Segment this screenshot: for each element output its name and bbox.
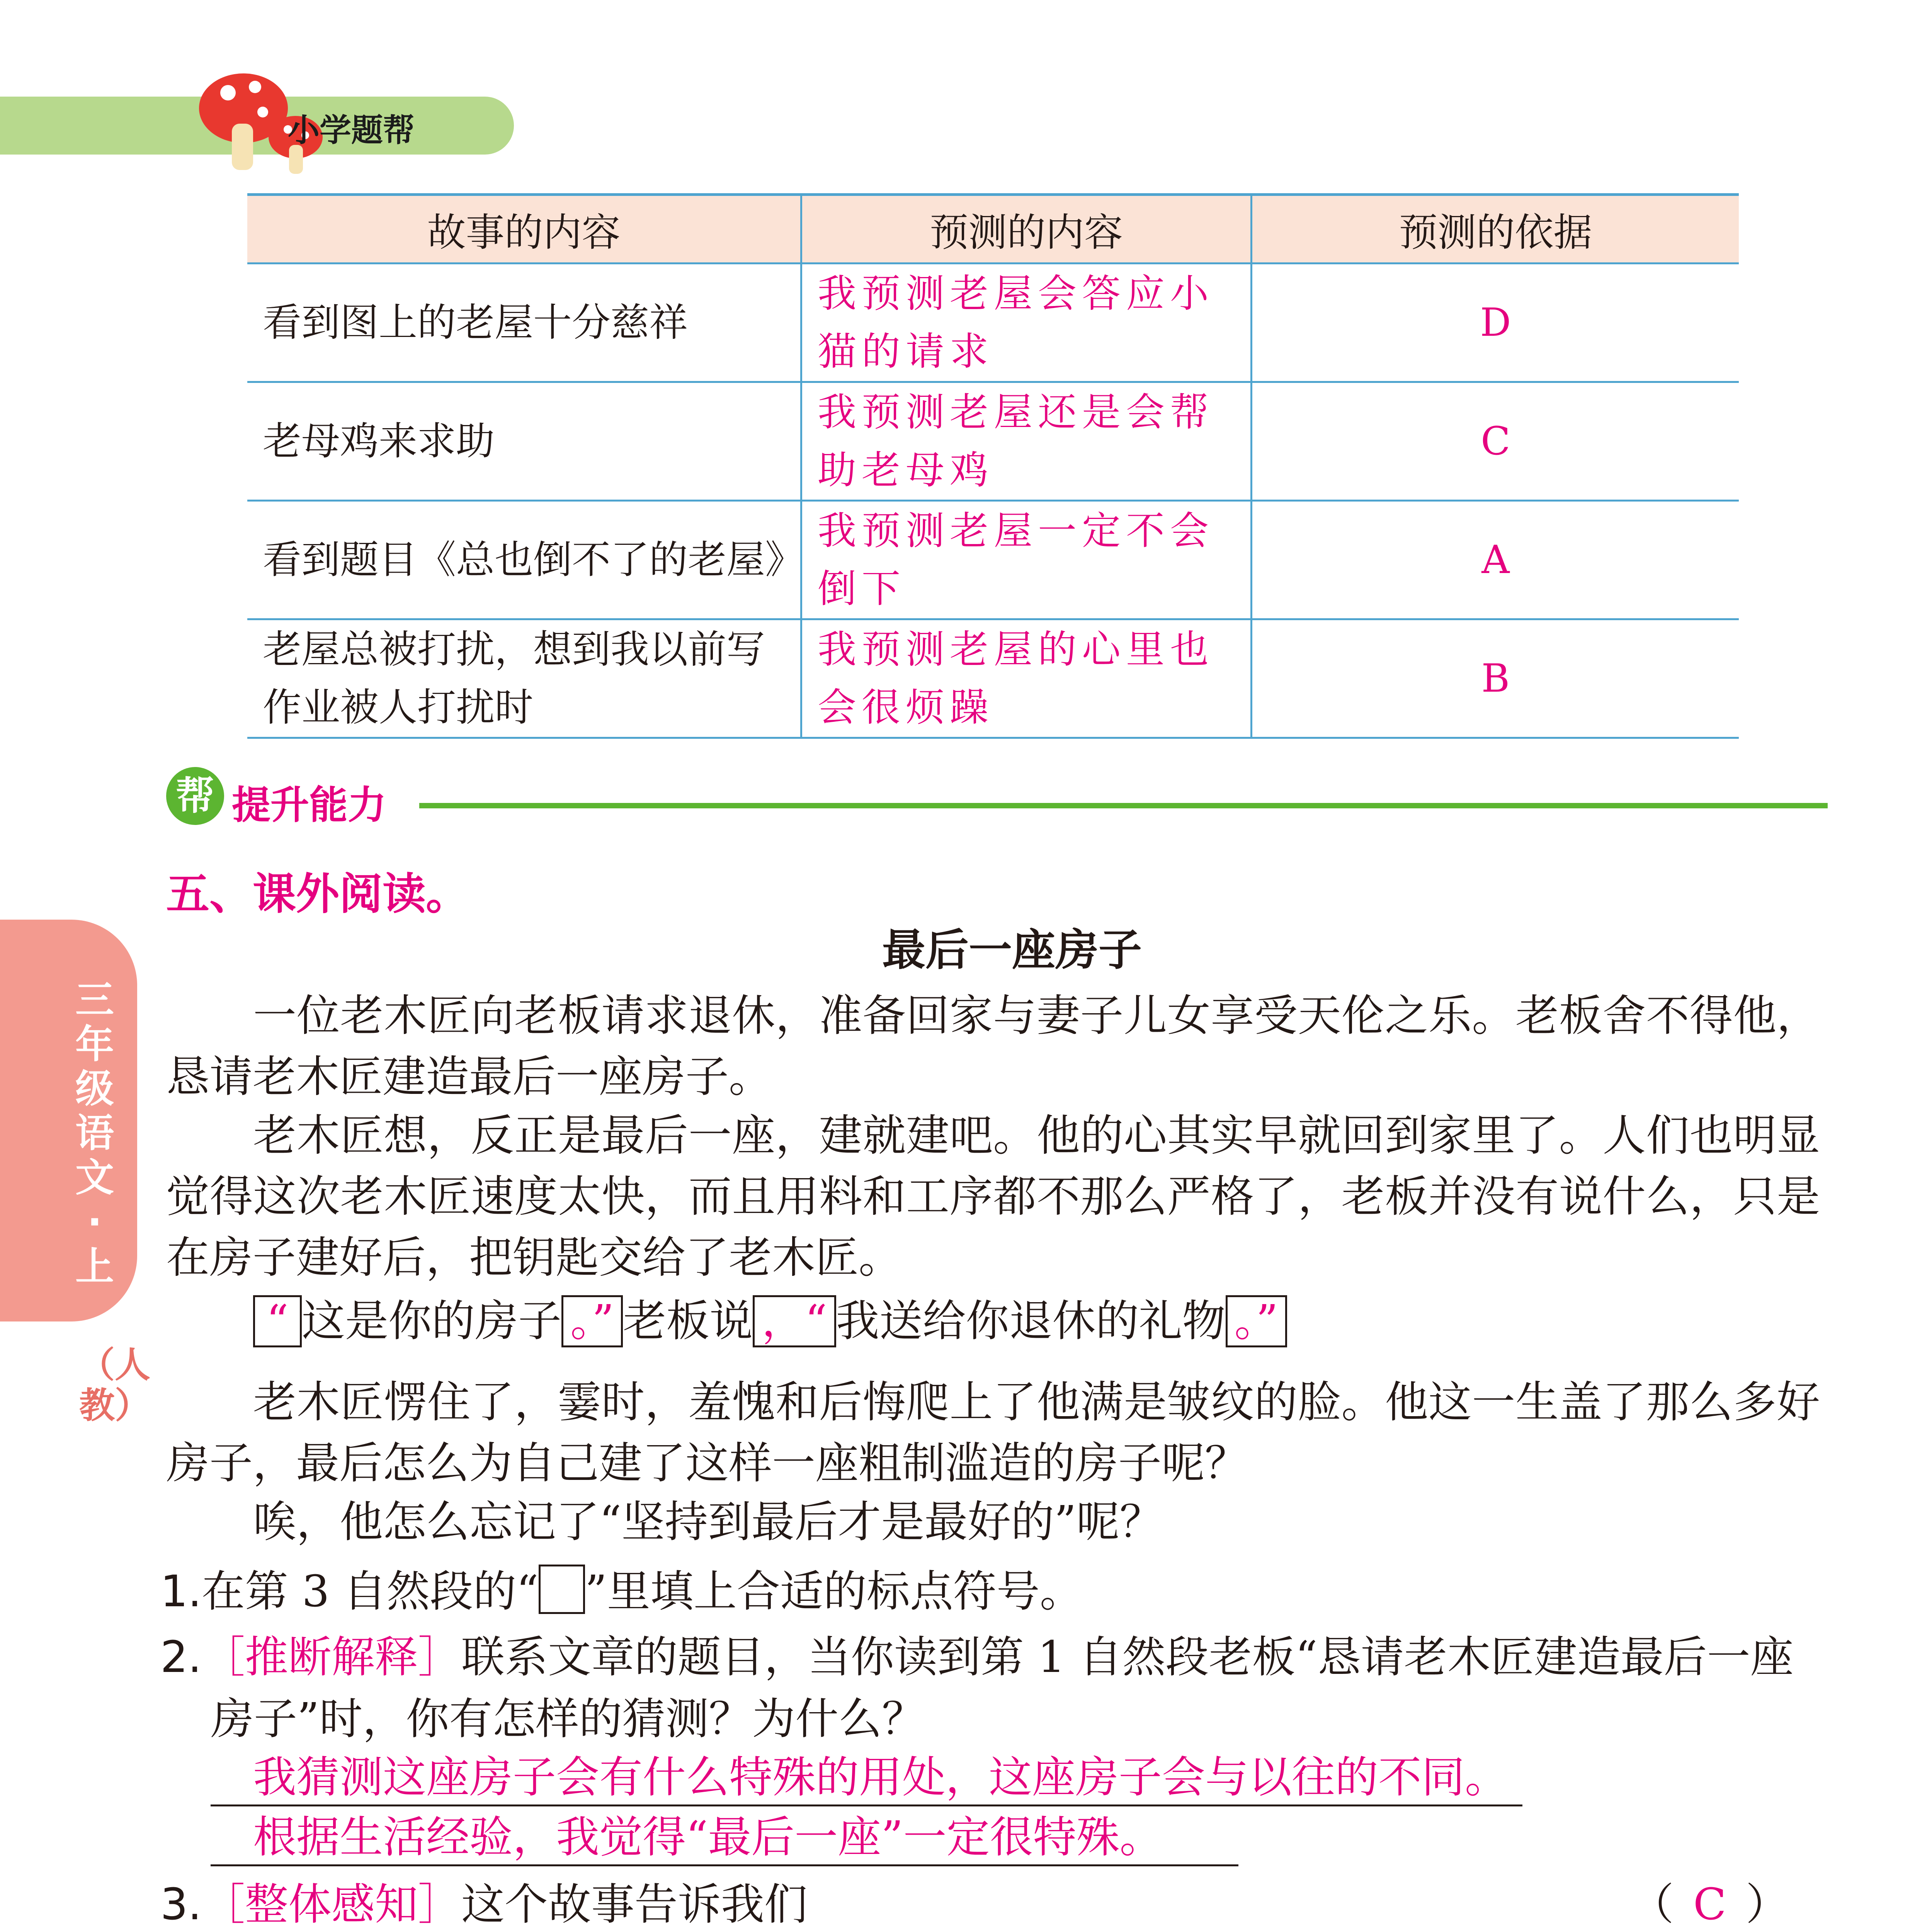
section-title: 提升能力 <box>232 782 386 828</box>
table-row <box>247 501 1739 619</box>
paragraph-2: 老木匠想，反正是最后一座，建就建吧。他的心其实早就回到家里了。人们也明显觉得这次老木匠速度太快，而且用料和工序都不那么严格了，老板并没有说什么，只是在房子建好后，把钥匙交给了老木匠。 <box>166 1111 1820 1283</box>
story-cell: 老屋总被打扰，想到我以前写作业被人打扰时 <box>247 619 801 738</box>
section-header <box>166 767 1828 829</box>
question-2 <box>160 1627 1794 1688</box>
prediction-table <box>247 193 1739 739</box>
punctuation-box: ，“ <box>753 1295 836 1347</box>
question-text: 这个故事告诉我们 <box>461 1879 808 1930</box>
section-badge: 帮 <box>166 767 224 825</box>
question-text: 在第 3 自然段的“ <box>201 1566 539 1617</box>
paragraph-4: 老木匠愣住了，霎时，羞愧和后悔爬上了他满是皱纹的脸。他这一生盖了那么多好房子，最后怎么为自己建了这样一座粗制滥造的房子呢？ <box>166 1377 1820 1488</box>
brand-title: 小学题帮 <box>288 112 415 149</box>
question-2-line-2: 房子”时，你有怎样的猜测？为什么？ <box>211 1694 925 1744</box>
punctuation-box: 。” <box>1226 1295 1287 1347</box>
quote-text: 我送给你退休的礼物 <box>836 1296 1226 1346</box>
question-tag: ［整体感知］ <box>201 1879 461 1930</box>
column-header: 预测的依据 <box>1252 195 1739 264</box>
column-header: 预测的内容 <box>801 195 1252 264</box>
story-cell: 老母鸡来求助 <box>247 382 801 501</box>
reading-heading: 五、课外阅读。 <box>166 869 469 919</box>
question-number: 1. <box>160 1566 202 1617</box>
question-number: 3. <box>160 1879 202 1930</box>
blank-box[interactable] <box>539 1565 585 1614</box>
basis-cell: D <box>1252 264 1739 382</box>
paragraph-1: 一位老木匠向老板请求退休，准备回家与妻子儿女享受天伦之乐。老板舍不得他，恳请老木匠建造最后一座房子。 <box>166 991 1820 1102</box>
question-text: 联系文章的题目，当你读到第 1 自然段老板“恳请老木匠建造最后一座 <box>461 1632 1794 1682</box>
table-header-row <box>247 195 1739 264</box>
answer-line-1: 我猜测这座房子会有什么特殊的用处，这座房子会与以往的不同。 <box>211 1750 1522 1806</box>
side-grade-label: 三年级语文·上 <box>75 977 114 1289</box>
question-text: ”里填上合适的标点符号。 <box>585 1566 1083 1617</box>
answer-line-2: 根据生活经验，我觉得“最后一座”一定很特殊。 <box>211 1810 1238 1866</box>
bracket-close: ） <box>1745 1879 1789 1930</box>
basis-cell: A <box>1252 501 1739 619</box>
story-cell: 看到题目《总也倒不了的老屋》 <box>247 501 801 619</box>
table-row <box>247 264 1739 382</box>
narration-text: 老板说 <box>623 1296 753 1346</box>
basis-cell: C <box>1252 382 1739 501</box>
basis-cell: B <box>1252 619 1739 738</box>
section-divider <box>419 803 1828 808</box>
story-title: 最后一座房子 <box>882 925 1142 975</box>
prediction-cell: 我预测老屋一定不会倒下 <box>801 501 1252 619</box>
side-edition-label: （人教） <box>79 1344 151 1426</box>
table-row <box>247 382 1739 501</box>
quote-text: 这是你的房子 <box>302 1296 561 1346</box>
table-row <box>247 619 1739 738</box>
story-cell: 看到图上的老屋十分慈祥 <box>247 264 801 382</box>
punctuation-box: 。” <box>561 1295 623 1347</box>
question-3 <box>160 1874 808 1932</box>
question-1 <box>160 1561 1083 1622</box>
paragraph-3 <box>253 1291 1287 1352</box>
question-tag: ［推断解释］ <box>201 1632 461 1682</box>
answer-bracket <box>1631 1874 1789 1932</box>
prediction-cell: 我预测老屋会答应小猫的请求 <box>801 264 1252 382</box>
prediction-cell: 我预测老屋还是会帮助老母鸡 <box>801 382 1252 501</box>
prediction-cell: 我预测老屋的心里也会很烦躁 <box>801 619 1252 738</box>
column-header: 故事的内容 <box>247 195 801 264</box>
question-number: 2. <box>160 1632 202 1682</box>
paragraph-5: 唉，他怎么忘记了“坚持到最后才是最好的”呢？ <box>253 1497 1163 1547</box>
punctuation-box: “ <box>253 1295 302 1347</box>
bracket-open: （ <box>1631 1879 1674 1930</box>
choice-answer: C <box>1693 1879 1726 1930</box>
